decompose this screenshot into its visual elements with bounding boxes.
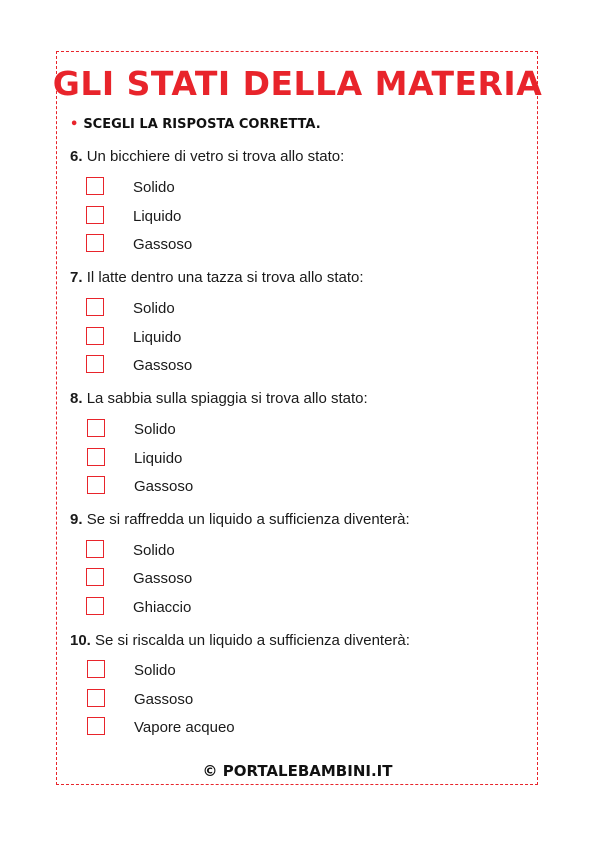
option-label: Solido <box>133 179 175 196</box>
answer-checkbox[interactable] <box>86 327 104 345</box>
option-label: Gassoso <box>133 570 193 587</box>
option-label: Gassoso <box>133 236 193 253</box>
question-text: Un bicchiere di vetro si trova allo stato: <box>86 148 345 165</box>
option-label: Gassoso <box>134 478 194 495</box>
question-text: Se si raffredda un liquido a sufficienza diventerà: <box>86 511 410 528</box>
option-label: Solido <box>134 421 176 438</box>
answer-checkbox[interactable] <box>86 540 104 558</box>
answer-checkbox[interactable] <box>87 476 105 494</box>
answer-checkbox[interactable] <box>87 717 105 735</box>
answer-checkbox[interactable] <box>86 355 104 373</box>
question-8 <box>70 389 368 409</box>
question-number: 9. <box>70 511 83 528</box>
answer-checkbox[interactable] <box>86 234 104 252</box>
question-7 <box>70 268 364 288</box>
answer-checkbox[interactable] <box>86 568 104 586</box>
question-number: 7. <box>70 269 83 286</box>
instruction <box>70 116 321 134</box>
instruction-bullet: • <box>70 117 79 132</box>
question-text: La sabbia sulla spiaggia si trova allo stato: <box>86 390 368 407</box>
answer-checkbox[interactable] <box>87 689 105 707</box>
page-title: GLI STATI DELLA MATERIA <box>52 64 543 103</box>
instruction-text: SCEGLI LA RISPOSTA CORRETTA. <box>83 117 321 132</box>
copyright-footer: © PORTALEBAMBINI.IT <box>202 762 393 780</box>
question-number: 6. <box>70 148 83 165</box>
option-label: Liquido <box>134 450 183 467</box>
option-label: Solido <box>134 662 176 679</box>
question-6 <box>70 147 344 167</box>
option-label: Vapore acqueo <box>134 719 235 736</box>
option-label: Gassoso <box>134 691 194 708</box>
option-label: Solido <box>133 300 175 317</box>
answer-checkbox[interactable] <box>87 448 105 466</box>
question-number: 10. <box>70 632 91 649</box>
option-label: Liquido <box>133 329 182 346</box>
option-label: Liquido <box>133 208 182 225</box>
question-number: 8. <box>70 390 83 407</box>
option-label: Gassoso <box>133 357 193 374</box>
answer-checkbox[interactable] <box>87 660 105 678</box>
option-label: Ghiaccio <box>133 599 192 616</box>
option-label: Solido <box>133 542 175 559</box>
question-10 <box>70 631 410 651</box>
question-text: Se si riscalda un liquido a sufficienza diventerà: <box>95 632 410 649</box>
answer-checkbox[interactable] <box>86 597 104 615</box>
question-9 <box>70 510 410 530</box>
answer-checkbox[interactable] <box>86 177 104 195</box>
answer-checkbox[interactable] <box>86 206 104 224</box>
question-text: Il latte dentro una tazza si trova allo stato: <box>86 269 364 286</box>
answer-checkbox[interactable] <box>86 298 104 316</box>
answer-checkbox[interactable] <box>87 419 105 437</box>
